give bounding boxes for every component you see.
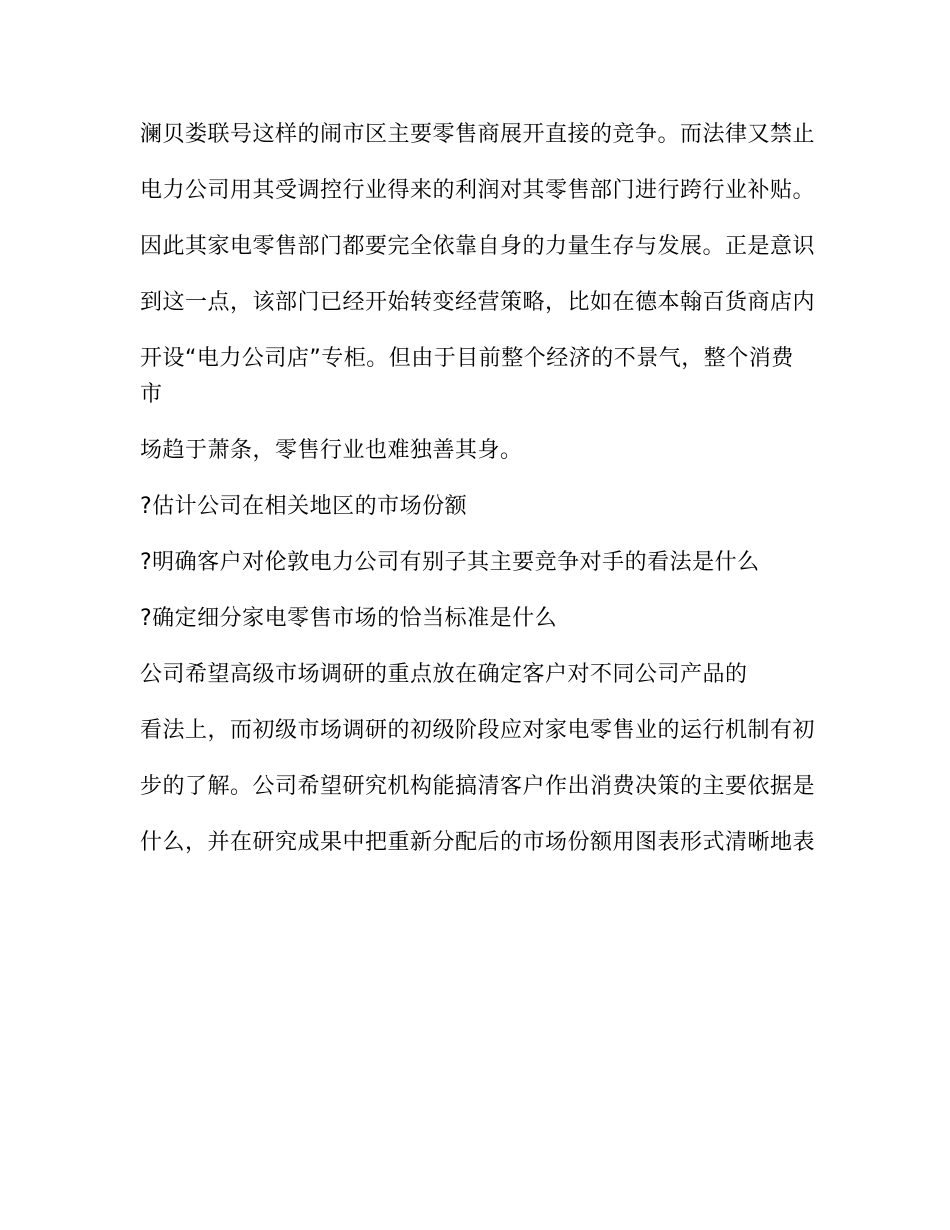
paragraph-5: 开设“电力公司店”专柜。但由于目前整个经济的不景气，整个消费市 — [140, 346, 794, 407]
document-body — [140, 117, 816, 881]
bullet-item-2: ?明确客户对伦敦电力公司有别子其主要竞争对手的看法是什么 — [140, 550, 760, 575]
bullet-item-3: ?确定细分家电零售市场的恰当标准是什么 — [140, 606, 558, 631]
paragraph-4: 到这一点，该部门已经开始转变经营策略，比如在德本翰百货商店内 — [140, 290, 816, 315]
paragraph-9: 步的了解。公司希望研究机构能搞清客户作出消费决策的主要依据是 — [140, 774, 816, 799]
paragraph-10: 什么，并在研究成果中把重新分配后的市场份额用图表形式清晰地表 — [140, 830, 816, 855]
bullet-item-1: ?估计公司在相关地区的市场份额 — [140, 494, 468, 519]
paragraph-8: 看法上，而初级市场调研的初级阶段应对家电零售业的运行机制有初 — [140, 718, 816, 743]
paragraph-7: 公司希望高级市场调研的重点放在确定客户对不同公司产品的 — [140, 662, 748, 687]
paragraph-1: 澜贝娄联号这样的闹市区主要零售商展开直接的竞争。而法律又禁止 — [140, 122, 816, 147]
paragraph-3: 因此其家电零售部门都要完全依靠自身的力量生存与发展。正是意识 — [140, 234, 816, 259]
paragraph-2: 电力公司用其受调控行业得来的利润对其零售部门进行跨行业补贴。 — [140, 178, 816, 203]
paragraph-6: 场趋于萧条，零售行业也难独善其身。 — [140, 438, 523, 463]
